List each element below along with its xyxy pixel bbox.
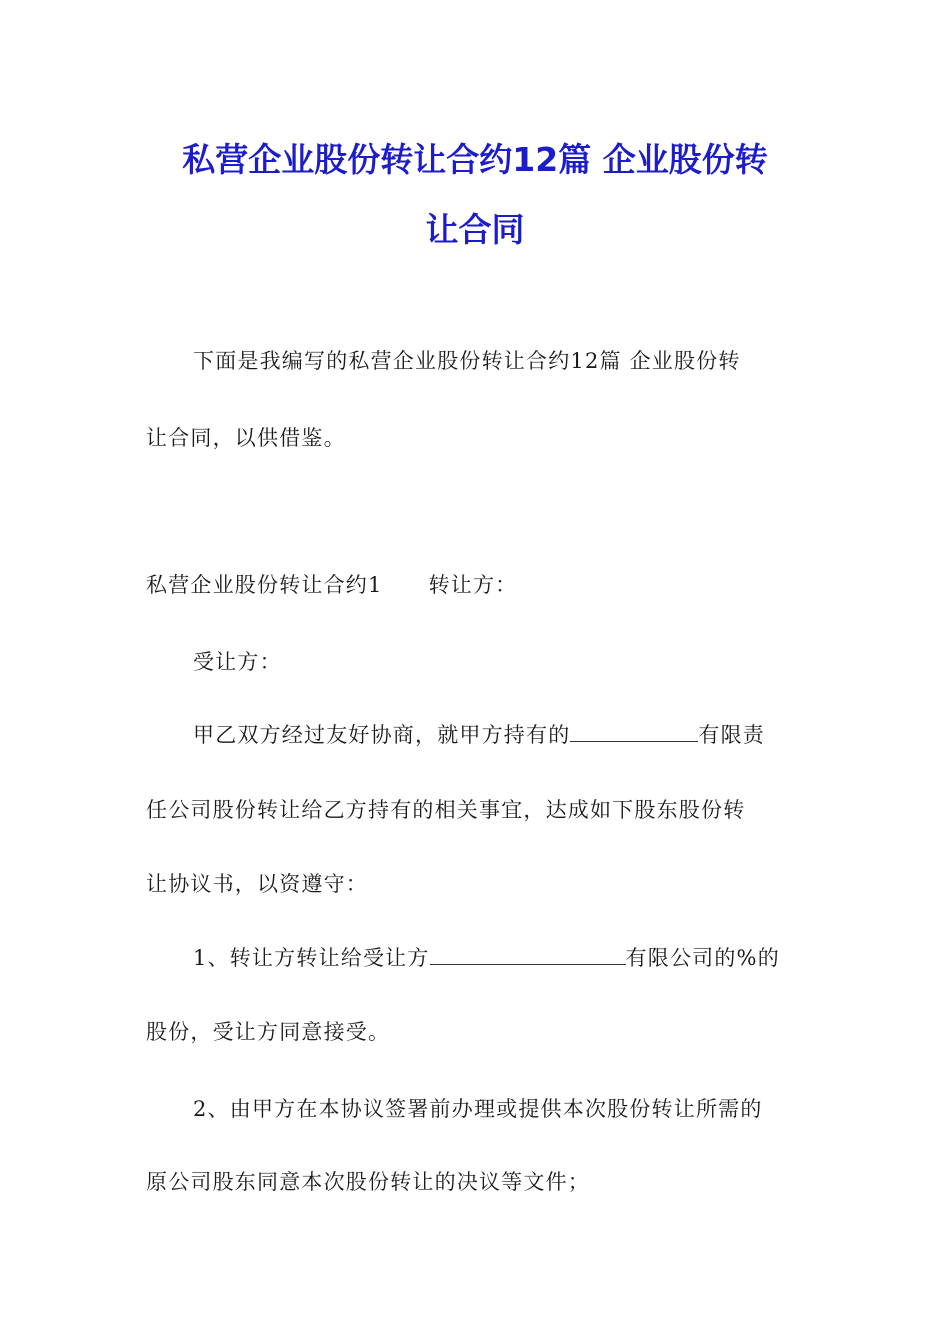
item1-text-a: 1、转让方转让给受让方 — [193, 946, 430, 970]
contract-heading: 私营企业股份转让合约1 — [146, 573, 383, 597]
para1-text-b: 有限责 — [698, 723, 766, 747]
item2-line-2: 原公司股东同意本次股份转让的决议等文件； — [146, 1170, 590, 1194]
para1-line-1 — [193, 721, 765, 749]
transferor-label: 转让方： — [428, 573, 518, 597]
document-title-line-1: 私营企业股份转让合约12篇 企业股份转 — [182, 140, 768, 179]
item1-line-1 — [193, 944, 780, 972]
para1-line-2: 任公司股份转让给乙方持有的相关事宜，达成如下股东股份转 — [146, 798, 746, 822]
intro-line-2: 让合同，以供借鉴。 — [146, 426, 346, 450]
transferee-label: 受让方： — [193, 650, 282, 674]
para1-line-3: 让协议书，以资遵守： — [146, 872, 368, 896]
company-blank — [430, 944, 626, 965]
document-title-line-2: 让合同 — [425, 210, 525, 249]
intro-line-1: 下面是我编写的私营企业股份转让合约12篇 企业股份转 — [193, 349, 741, 373]
item1-text-b: 有限公司的%的 — [625, 946, 780, 970]
contract-heading-row — [146, 571, 517, 599]
item2-line-1: 2、由甲方在本协议签署前办理或提供本次股份转让所需的 — [193, 1097, 763, 1121]
item1-line-2: 股份，受让方同意接受。 — [146, 1020, 391, 1044]
para1-text-a: 甲乙双方经过友好协商，就甲方持有的 — [193, 723, 571, 747]
company-name-blank — [570, 721, 698, 742]
